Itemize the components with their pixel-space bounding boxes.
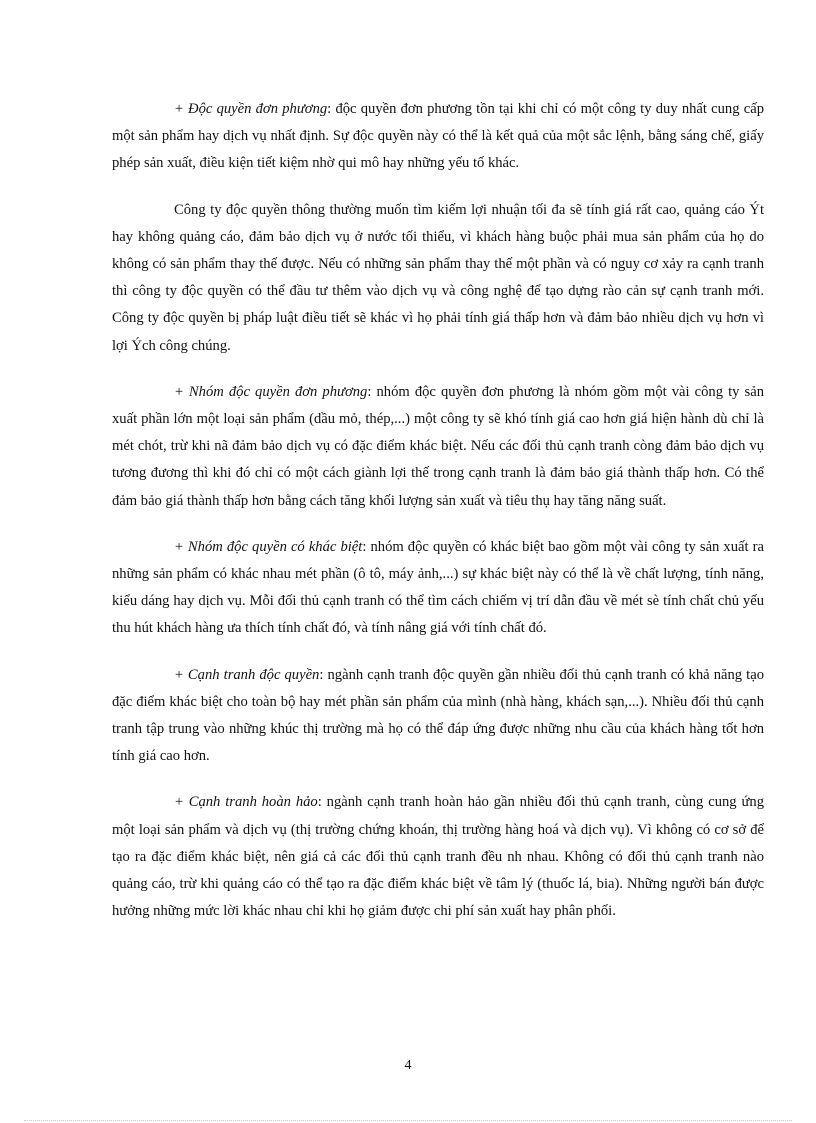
paragraph-text: nhóm độc quyền có khác biệt bao gồm một vài công ty sản xuất ra những sản phẩm có khác nhau mét phần (ô tô, máy ảnh,...) sự khác biệt này có thể là về chất lượng, tính năng, kiểu dáng hay dịch vụ. Mỗi đối thủ cạnh tranh có thể tìm cách chiếm vị trí dẫn đầu về mét sè tính chất chủ yếu thu hút khách hàng ưa thích tính chất đó, và tính nâng giá với tính chất đó. bbox=[112, 538, 764, 637]
term-separator: : bbox=[367, 383, 372, 400]
term-nhom-doc-quyen-co-khac-biet: + Nhóm độc quyền có khác biệt bbox=[174, 538, 363, 555]
paragraph-text: độc quyền đơn phương tồn tại khi chỉ có một công ty duy nhất cung cấp một sản phẩm hay dịch vụ nhất định. Sự độc quyền này có thể là kết quả của một sắc lệnh, bằng sáng chế, giấy phép sản xuất, điều kiện tiết kiệm nhờ qui mô hay những yếu tố khác. bbox=[112, 101, 764, 172]
paragraph-cong-ty-doc-quyen bbox=[112, 197, 764, 360]
paragraph-canh-tranh-hoan-hao bbox=[112, 789, 764, 925]
term-canh-tranh-doc-quyen: + Cạnh tranh độc quyền bbox=[174, 666, 320, 683]
paragraph-nhom-doc-quyen-co-khac-biet bbox=[112, 534, 764, 643]
term-doc-quyen-don-phuong: + Độc quyền đơn phương bbox=[174, 101, 328, 117]
term-separator: : bbox=[319, 666, 324, 683]
term-canh-tranh-hoan-hao: + Cạnh tranh hoàn hảo bbox=[174, 794, 318, 811]
page-bottom-divider bbox=[24, 1120, 792, 1121]
paragraph-nhom-doc-quyen-don-phuong bbox=[112, 379, 764, 515]
term-separator: : bbox=[327, 101, 332, 117]
paragraph-text: nhóm độc quyền đơn phương là nhóm gồm một vài công ty sản xuất phần lớn một loại sản phẩm (dầu mỏ, thép,...) một công ty sẽ khó tính giá cao hơn giá hiện hành dù chỉ là mét chót, trừ khi nã đảm bảo dịch vụ có đặc điểm khác biệt. Nếu các đối thủ cạnh tranh còng đảm bảo dịch vụ tương đương thì khi đó chỉ có một cách giành lợi thế trong cạnh tranh là đảm bảo giá thành thấp hơn. Có thể đảm bảo giá thành thấp hơn bằng cách tăng khối lượng sản xuất và tiêu thụ hay tăng năng suất. bbox=[112, 383, 764, 509]
paragraph-doc-quyen-don-phuong bbox=[112, 96, 764, 178]
document-page bbox=[112, 96, 764, 944]
term-nhom-doc-quyen-don-phuong: + Nhóm độc quyền đơn phương bbox=[174, 383, 368, 400]
paragraph-canh-tranh-doc-quyen bbox=[112, 662, 764, 771]
paragraph-text: ngành cạnh tranh hoàn hảo gần nhiều đối thủ cạnh tranh, cùng cung ứng một loại sản phẩm và dịch vụ (thị trường chứng khoán, thị trường hàng hoá và dịch vụ). Vì không có cơ sở để tạo ra đặc điểm khác biệt, nên giá cả các đối thủ cạnh tranh đều nh nhau. Không có đối thủ cạnh tranh nào quảng cáo, trừ khi quảng cáo có thể tạo ra đặc điểm khác biệt về tâm lý (thuốc lá, bia). Những người bán được hưởng những mức lời khác nhau chỉ khi họ giảm được chi phí sản xuất hay phân phối. bbox=[112, 794, 764, 920]
term-separator: : bbox=[317, 794, 322, 811]
paragraph-text: Công ty độc quyền thông thường muốn tìm kiếm lợi nhuận tối đa sẽ tính giá rất cao, quảng cáo Ýt hay không quảng cáo, đảm bảo dịch vụ ở nước tối thiểu, vì khách hàng buộc phải mua sản phẩm của họ do không có sản phẩm thay thế được. Nếu có những sản phẩm thay thế một phần và có nguy cơ xảy ra cạnh tranh thì công ty độc quyền có thể đầu tư thêm vào dịch vụ và công nghệ để tạo dựng rào cản sự cạnh tranh mới. Công ty độc quyền bị pháp luật điều tiết sẽ khác vì họ phải tính giá thấp hơn và đảm bảo nhiều dịch vụ hơn vì lợi Ých công chúng. bbox=[112, 201, 764, 354]
paragraph-text: ngành cạnh tranh độc quyền gần nhiều đối thủ cạnh tranh có khả năng tạo đặc điểm khác biệt cho toàn bộ hay mét phần sản phẩm của mình (nhà hàng, khách sạn,...). Nhiều đối thủ cạnh tranh tập trung vào những khúc thị trường mà họ có thể đáp ứng được những nhu cầu của khách hàng tốt hơn tính giá cao hơn. bbox=[112, 666, 765, 765]
term-separator: : bbox=[362, 538, 367, 555]
page-number: 4 bbox=[404, 1058, 412, 1073]
